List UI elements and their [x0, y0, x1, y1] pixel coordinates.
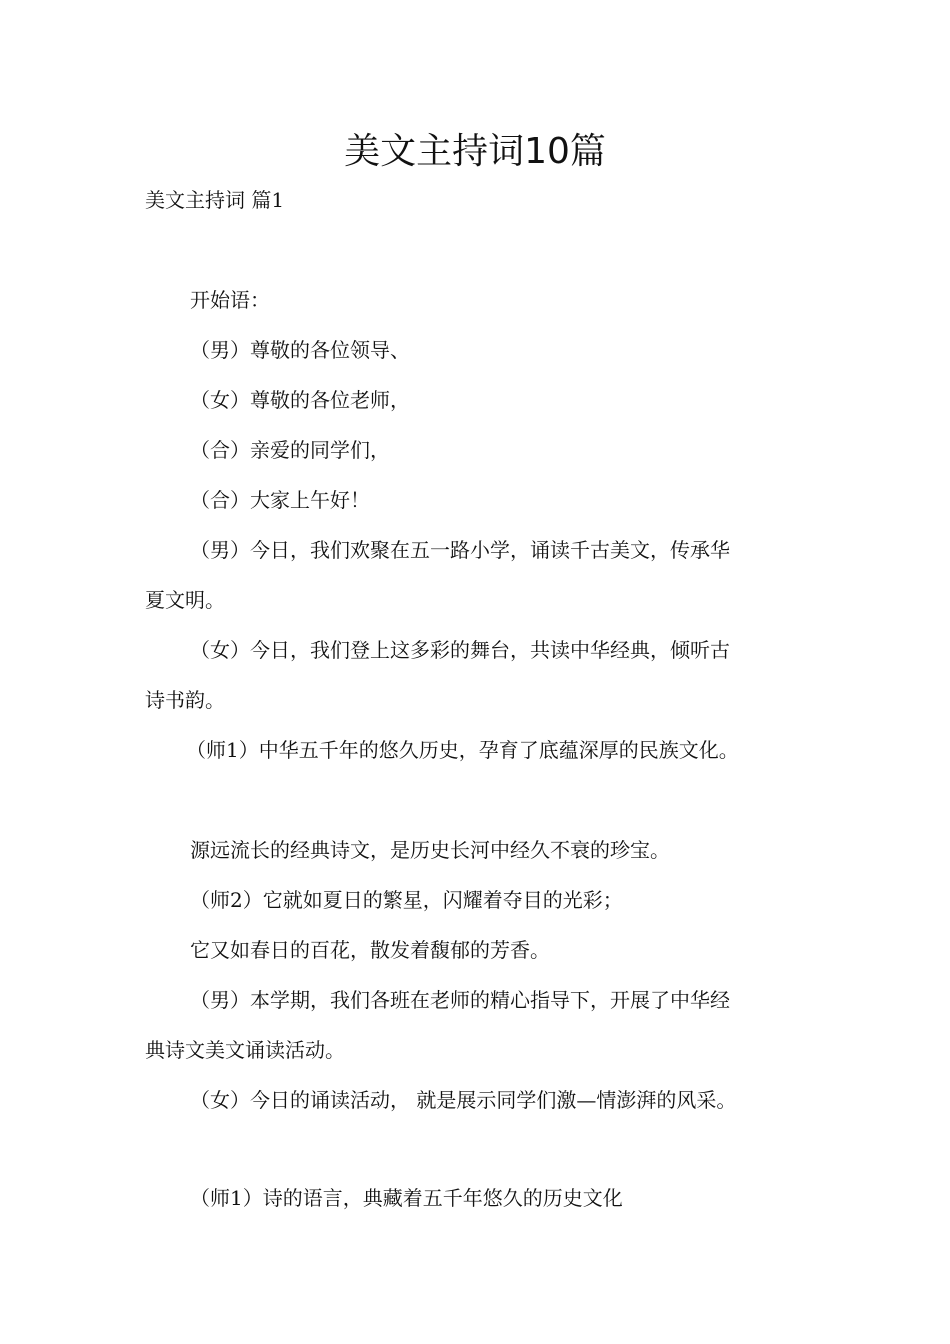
paragraph-line: （男）本学期，我们各班在老师的精心指导下，开展了中华经 [190, 988, 730, 1012]
paragraph-line: （女）尊敬的各位老师， [190, 388, 410, 412]
paragraph-line: 诗书韵。 [145, 688, 225, 712]
paragraph-line: 源远流长的经典诗文，是历史长河中经久不衰的珍宝。 [190, 838, 670, 862]
paragraph-line: （女）今日的诵读活动， 就是展示同学们激—情澎湃的风采。 [190, 1088, 737, 1112]
paragraph-line: 夏文明。 [145, 588, 225, 612]
paragraph-line: （合）大家上午好！ [190, 488, 370, 512]
section-heading: 美文主持词 篇1 [145, 188, 285, 212]
paragraph-line: （女）今日，我们登上这多彩的舞台，共读中华经典，倾听古 [190, 638, 730, 662]
paragraph-line: （男）今日，我们欢聚在五一路小学，诵读千古美文，传承华 [190, 538, 730, 562]
paragraph-line: （师1）诗的语言，典藏着五千年悠久的历史文化 [190, 1186, 623, 1210]
paragraph-line: （师1）中华五千年的悠久历史，孕育了底蕴深厚的民族文化。 [186, 738, 739, 762]
paragraph-line: 开始语： [190, 288, 270, 312]
paragraph-line: （合）亲爱的同学们， [190, 438, 390, 462]
paragraph-line: （师2）它就如夏日的繁星，闪耀着夺目的光彩； [190, 888, 623, 912]
paragraph-line: （男）尊敬的各位领导、 [190, 338, 410, 362]
paragraph-line: 它又如春日的百花，散发着馥郁的芳香。 [190, 938, 550, 962]
document-title: 美文主持词10篇 [344, 131, 606, 172]
paragraph-line: 典诗文美文诵读活动。 [145, 1038, 345, 1062]
